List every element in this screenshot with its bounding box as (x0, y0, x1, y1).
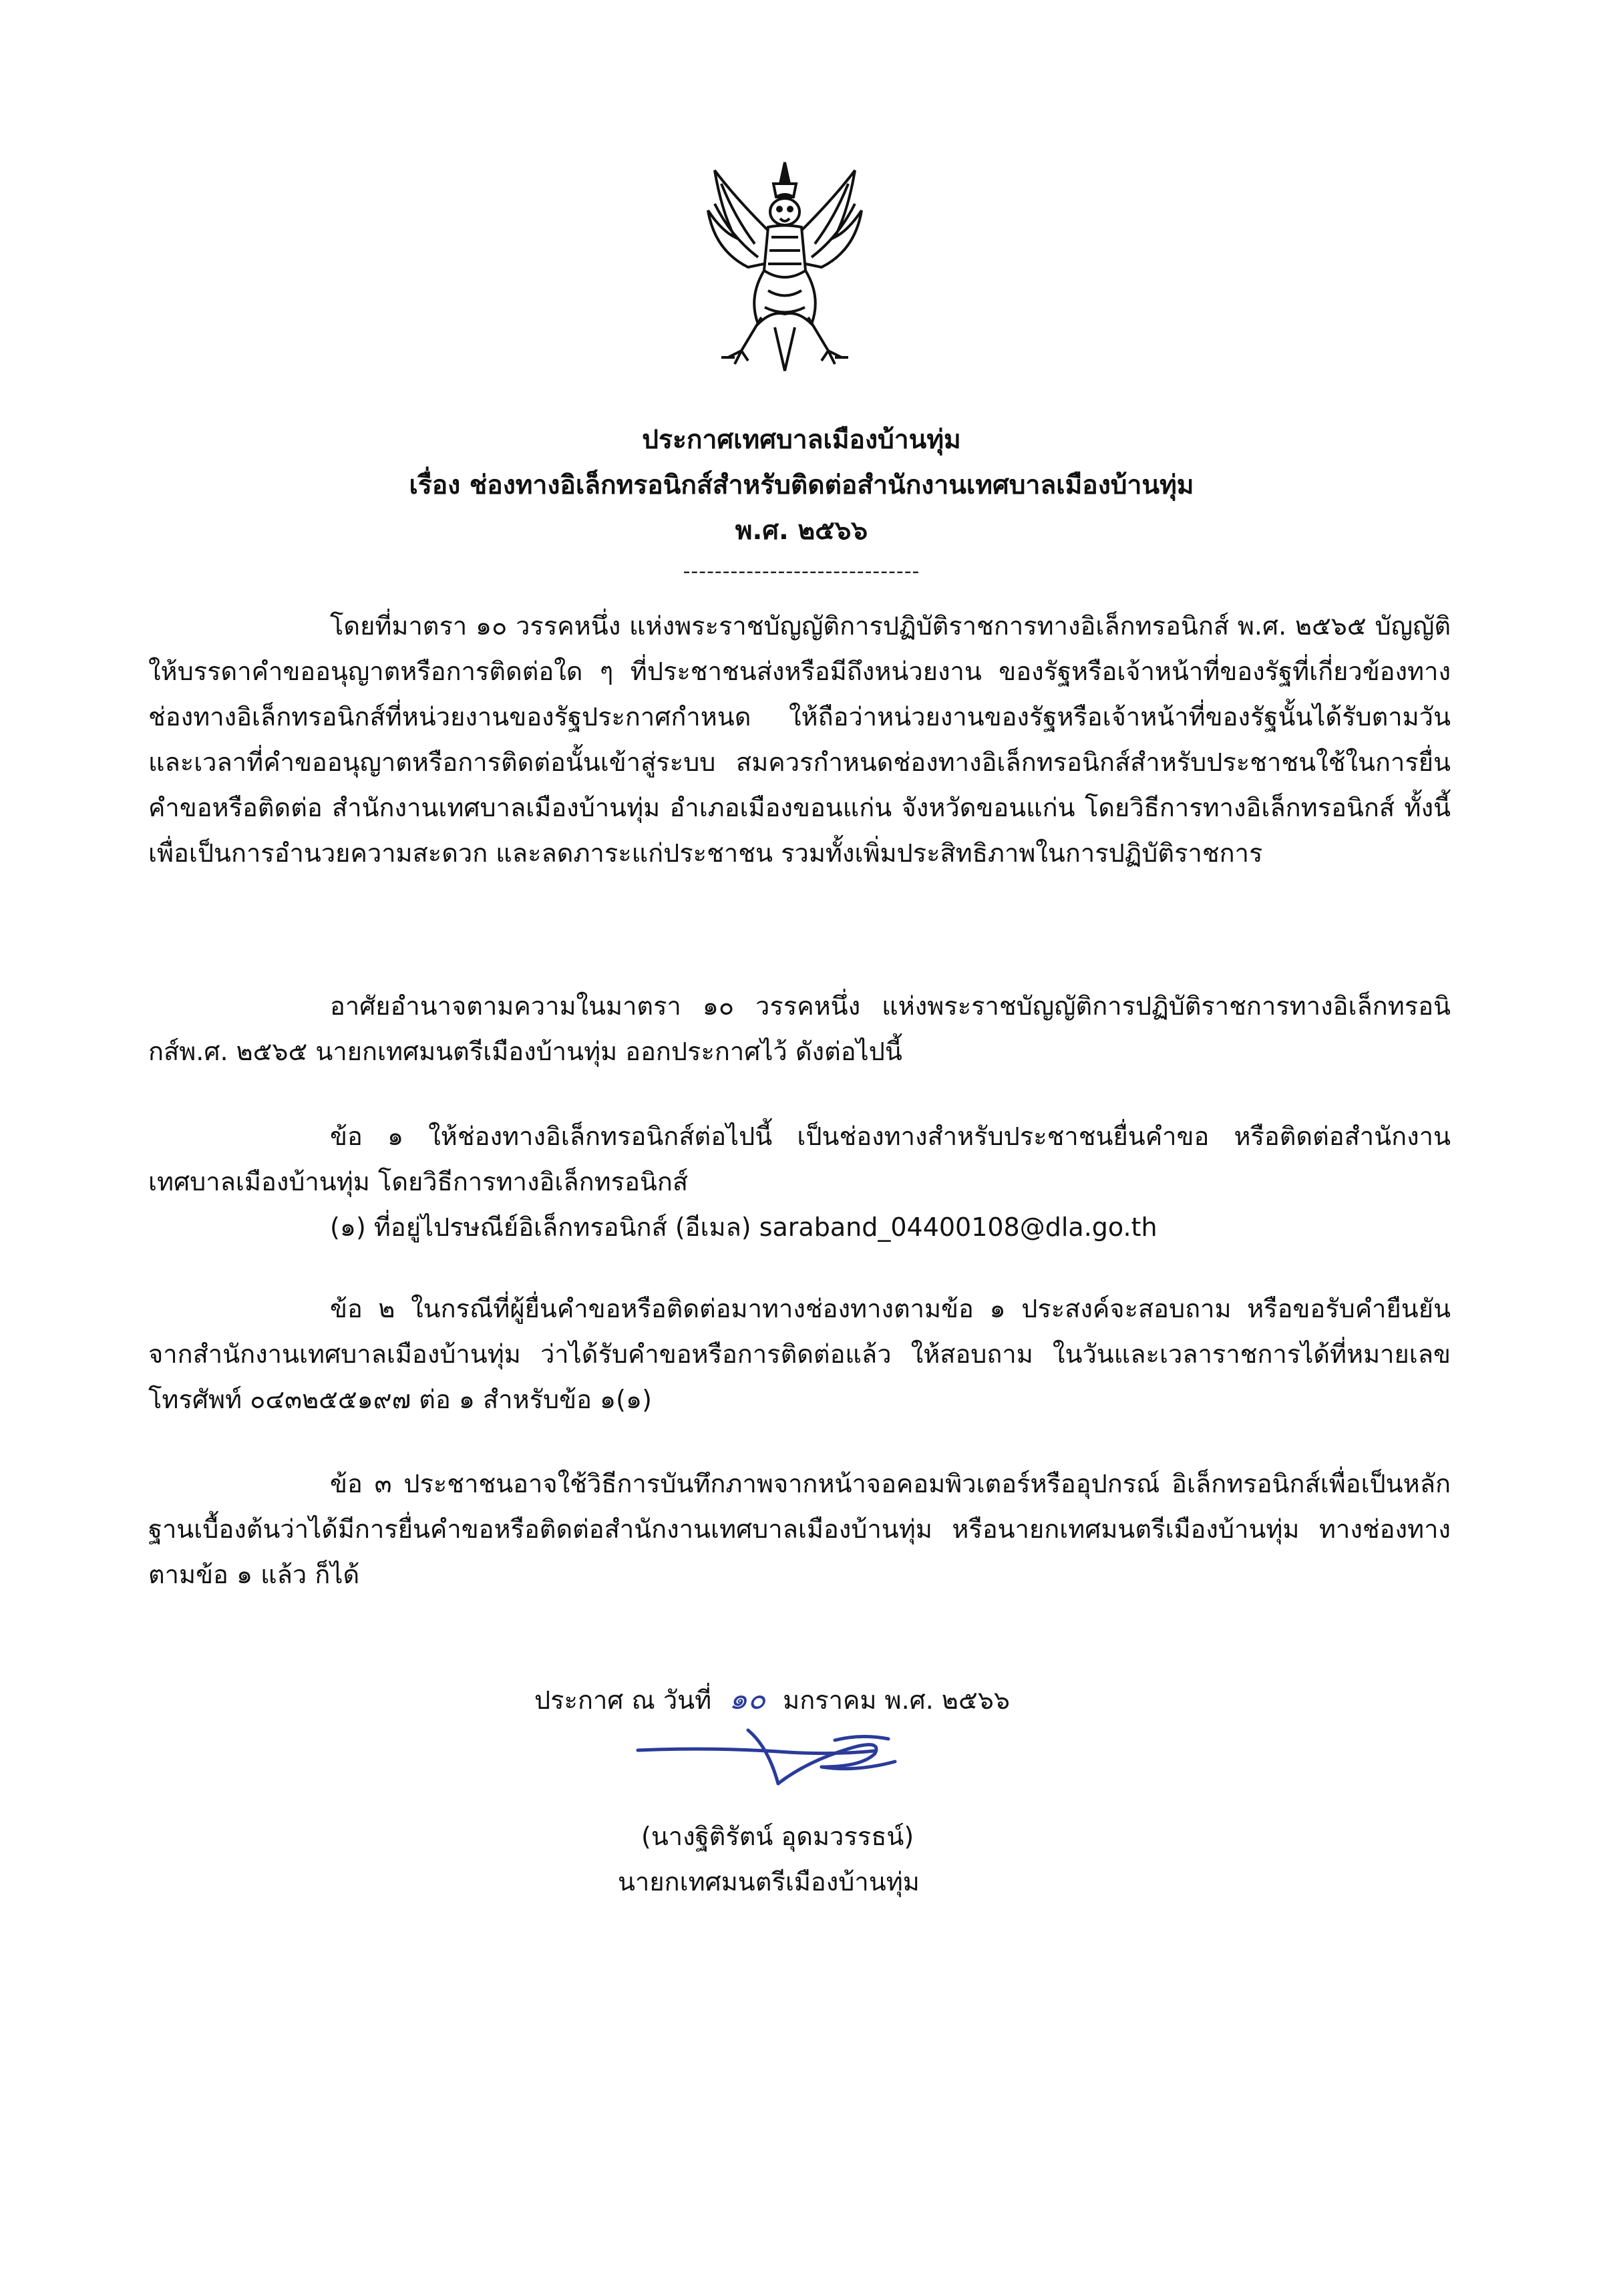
authority-text: อาศัยอำนาจตามความในมาตรา ๑๐ วรรคหนึ่ง แห่งพระราชบัญญัติการปฏิบัติราชการทางอิเล็กทรอนิกส์พ.ศ. ๒๕๖๕ นายกเทศมนตรีเมืองบ้านทุ่ม ออกประกาศไว้ ดังต่อไปนี้ (148, 991, 1451, 1066)
date-day-handwritten: ๑๐ (729, 1682, 766, 1716)
announcement-heading: ประกาศเทศบาลเมืองบ้านทุ่ม (642, 425, 961, 455)
clause-1-text: ข้อ ๑ ให้ช่องทางอิเล็กทรอนิกส์ต่อไปนี้ เป็นช่องทางสำหรับประชาชนยื่นคำขอ หรือติดต่อสำนักงานเทศบาลเมืองบ้านทุ่ม โดยวิธีการทางอิเล็กทรอนิกส์ (148, 1122, 1451, 1196)
signer-name: (นางฐิติรัตน์ อุดมวรรธน์) (641, 1822, 914, 1851)
date-prefix: ประกาศ ณ วันที่ (534, 1685, 712, 1715)
announcement-year: พ.ศ. ๒๕๖๖ (735, 516, 868, 546)
preamble-paragraph (148, 603, 1451, 876)
clause-2-text: ข้อ ๒ ในกรณีที่ผู้ยื่นคำขอหรือติดต่อมาทางช่องทางตามข้อ ๑ ประสงค์จะสอบถาม หรือขอรับคำยืนยันจากสำนักงานเทศบาลเมืองบ้านทุ่ม ว่าได้รับคำขอหรือการติดต่อแล้ว ให้สอบถาม ในวันและเวลาราชการได้ที่หมายเลขโทรศัพท์ ๐๔๓๒๕๕๑๙๗ ต่อ ๑ สำหรับข้อ ๑(๑) (148, 1294, 1451, 1414)
clause-3 (148, 1461, 1451, 1597)
garuda-emblem-icon (695, 157, 875, 377)
preamble-text: โดยที่มาตรา ๑๐ วรรคหนึ่ง แห่งพระราชบัญญัติการปฏิบัติราชการทางอิเล็กทรอนิกส์ พ.ศ. ๒๕๖๕ บัญญัติให้บรรดาคำขออนุญาตหรือการติดต่อใด ๆ ที่ประชาชนส่งหรือมีถึงหน่วยงาน ของรัฐหรือเจ้าหน้าที่ของรัฐที่เกี่ยวข้องทางช่องทางอิเล็กทรอนิกส์ที่หน่วยงานของรัฐประกาศกำหนด ให้ถือว่าหน่วยงานของรัฐหรือเจ้าหน้าที่ของรัฐนั้นได้รับตามวันและเวลาที่คำขออนุญาตหรือการติดต่อนั้นเข้าสู่ระบบ สมควรกำหนดช่องทางอิเล็กทรอนิกส์สำหรับประชาชนใช้ในการยื่นคำขอหรือติดต่อ สำนักงานเทศบาลเมืองบ้านทุ่ม อำเภอเมืองขอนแก่น จังหวัดขอนแก่น โดยวิธีการทางอิเล็กทรอนิกส์ ทั้งนี้ เพื่อเป็นการอำนวยความสะดวก และลดภาระแก่ประชาชน รวมทั้งเพิ่มประสิทธิภาพในการปฏิบัติราชการ (148, 611, 1451, 868)
signature-icon (635, 1720, 955, 1794)
clause-3-text: ข้อ ๓ ประชาชนอาจใช้วิธีการบันทึกภาพจากหน้าจอคอมพิวเตอร์หรืออุปกรณ์ อิเล็กทรอนิกส์เพื่อเป็นหลักฐานเบื้องต้นว่าได้มีการยื่นคำขอหรือติดต่อสำนักงานเทศบาลเมืองบ้านทุ่ม หรือนายกเทศมนตรีเมืองบ้านทุ่ม ทางช่องทางตามข้อ ๑ แล้ว ก็ได้ (148, 1469, 1451, 1589)
clause-1-email-item: (๑) ที่อยู่ไปรษณีย์อิเล็กทรอนิกส์ (อีเมล) saraband_04400108@dla.go.th (330, 1212, 1157, 1242)
clause-2 (148, 1286, 1451, 1422)
announcement-date (534, 1677, 1010, 1723)
signer-title: นายกเทศมนตรีเมืองบ้านทุ่ม (618, 1867, 920, 1897)
authority-paragraph (148, 983, 1451, 1074)
date-suffix: มกราคม พ.ศ. ๒๕๖๖ (783, 1685, 1010, 1715)
title-separator: ------------------------------ (683, 560, 920, 583)
clause-1 (148, 1114, 1451, 1250)
announcement-subject: เรื่อง ช่องทางอิเล็กทรอนิกส์สำหรับติดต่อสำนักงานเทศบาลเมืองบ้านทุ่ม (409, 470, 1194, 500)
